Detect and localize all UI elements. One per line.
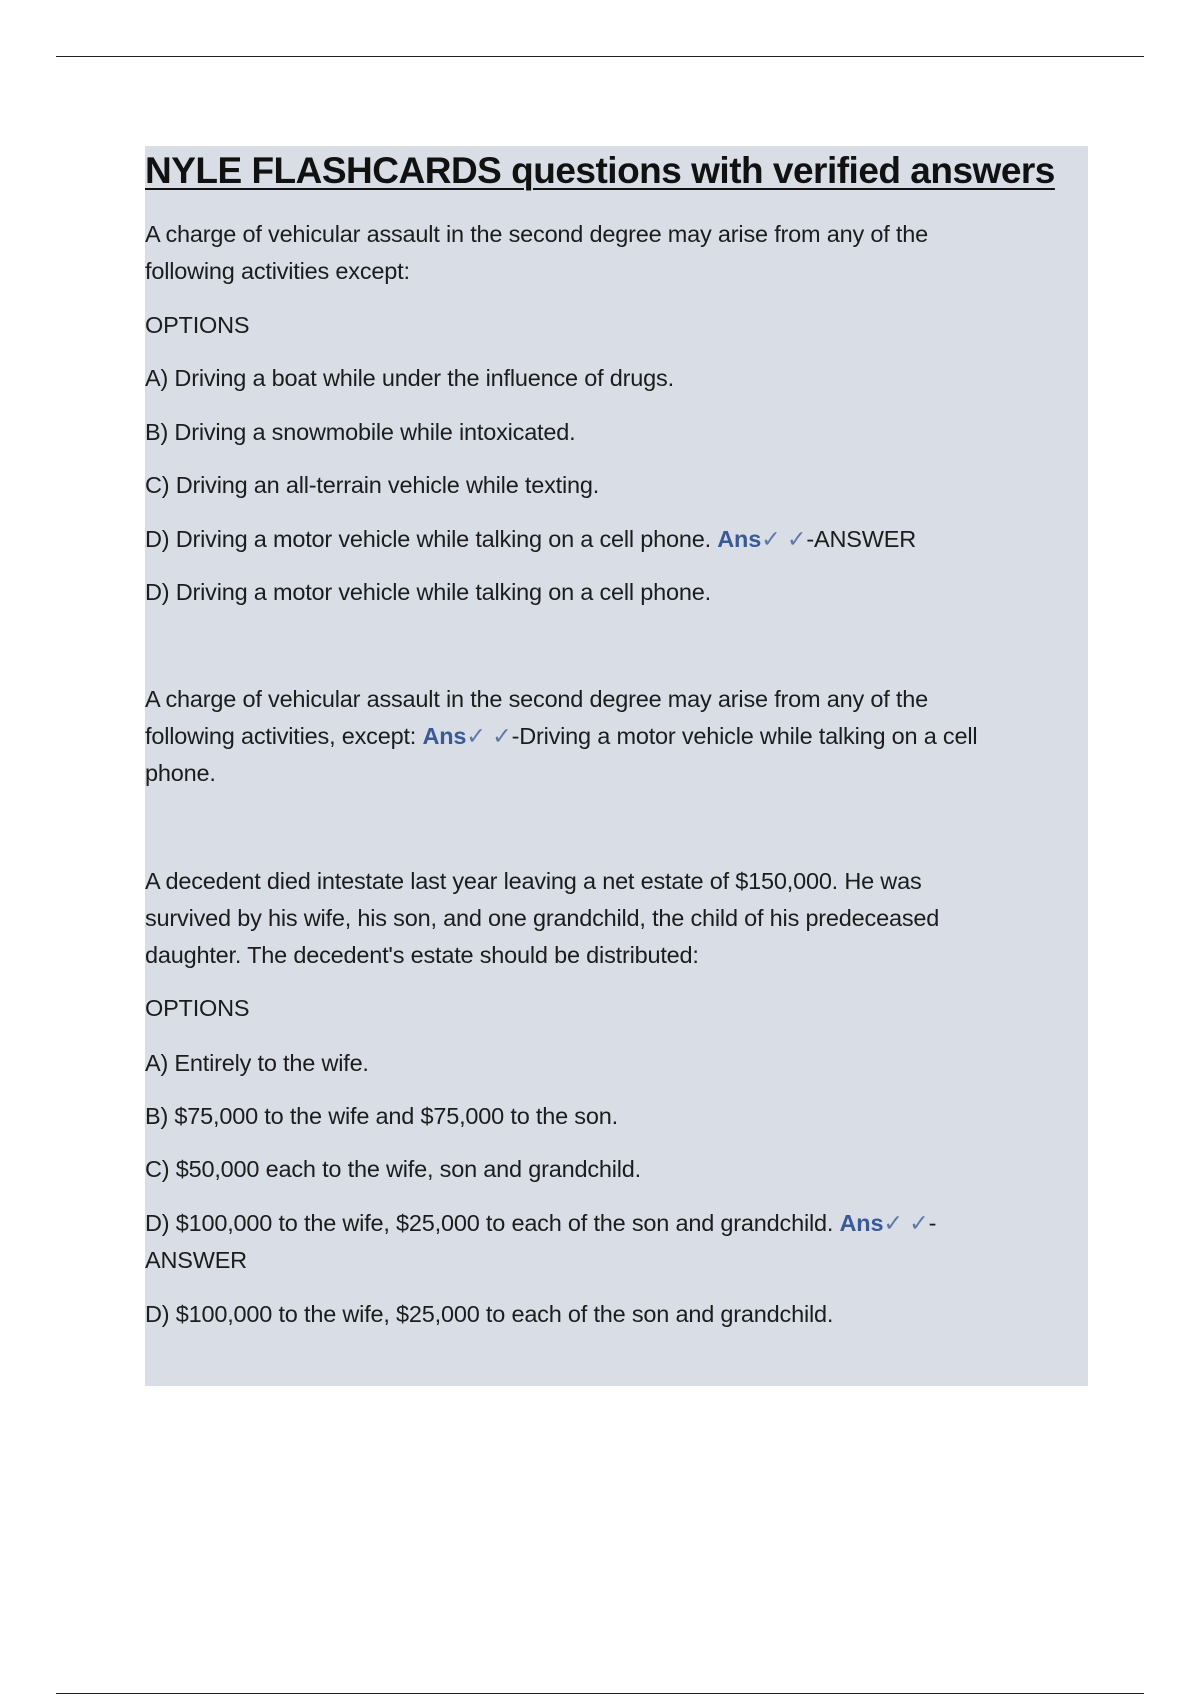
question-2-answer-start: -Driving a motor vehicle while talking on a cell bbox=[511, 723, 978, 749]
verified-check-icon: ✓ ✓ bbox=[466, 723, 512, 749]
question-3-option-b: B) $75,000 to the wife and $75,000 to the son. bbox=[145, 1103, 618, 1129]
question-3-line-1: A decedent died intestate last year leaving a net estate of $150,000. He was bbox=[145, 868, 922, 894]
answer-marker: Ans bbox=[839, 1210, 884, 1236]
verified-check-icon: ✓ ✓ bbox=[761, 526, 807, 552]
question-3-options-label: OPTIONS bbox=[145, 995, 250, 1021]
question-3-option-d-text: D) $100,000 to the wife, $25,000 to each of the son and grandchild. bbox=[145, 1210, 834, 1236]
question-3-answer: D) $100,000 to the wife, $25,000 to each of the son and grandchild. bbox=[145, 1301, 834, 1327]
question-1-option-d-text: D) Driving a motor vehicle while talking on a cell phone. bbox=[145, 526, 711, 552]
verified-check-icon: ✓ ✓ bbox=[883, 1210, 929, 1236]
answer-marker: Ans bbox=[422, 723, 467, 749]
question-3-option-a: A) Entirely to the wife. bbox=[145, 1050, 369, 1076]
question-1-text bbox=[145, 216, 928, 290]
question-2-line-2 bbox=[145, 718, 977, 755]
question-3-line-2: survived by his wife, his son, and one grandchild, the child of his predeceased bbox=[145, 905, 940, 931]
answer-dash: - bbox=[928, 1210, 937, 1236]
answer-label: ANSWER bbox=[145, 1247, 247, 1273]
question-1-option-b: B) Driving a snowmobile while intoxicated. bbox=[145, 419, 576, 445]
question-1-line-1: A charge of vehicular assault in the second degree may arise from any of the bbox=[145, 221, 928, 247]
question-2-line-1: A charge of vehicular assault in the second degree may arise from any of the bbox=[145, 686, 928, 712]
question-2 bbox=[145, 681, 977, 792]
flashcard-panel bbox=[145, 146, 1088, 1386]
question-2-answer-end: phone. bbox=[145, 760, 216, 786]
question-1-option-d bbox=[145, 521, 916, 558]
answer-marker: Ans bbox=[717, 526, 762, 552]
question-1-answer: D) Driving a motor vehicle while talking on a cell phone. bbox=[145, 579, 711, 605]
question-1 bbox=[145, 216, 928, 290]
question-1-options-label: OPTIONS bbox=[145, 312, 250, 338]
question-3-line-3: daughter. The decedent's estate should be distributed: bbox=[145, 942, 699, 968]
question-3-option-c: C) $50,000 each to the wife, son and grandchild. bbox=[145, 1156, 641, 1182]
question-1-option-c: C) Driving an all-terrain vehicle while texting. bbox=[145, 472, 600, 498]
footer-rule bbox=[56, 1693, 1144, 1694]
document-title: NYLE FLASHCARDS questions with verified answers bbox=[145, 150, 1055, 191]
header-rule bbox=[56, 56, 1144, 57]
answer-label: -ANSWER bbox=[806, 526, 916, 552]
question-3-option-d bbox=[145, 1205, 936, 1279]
question-1-line-2: following activities except: bbox=[145, 258, 410, 284]
question-2-text-end: following activities, except: bbox=[145, 723, 417, 749]
question-1-option-a: A) Driving a boat while under the influence of drugs. bbox=[145, 365, 674, 391]
question-3 bbox=[145, 863, 939, 974]
